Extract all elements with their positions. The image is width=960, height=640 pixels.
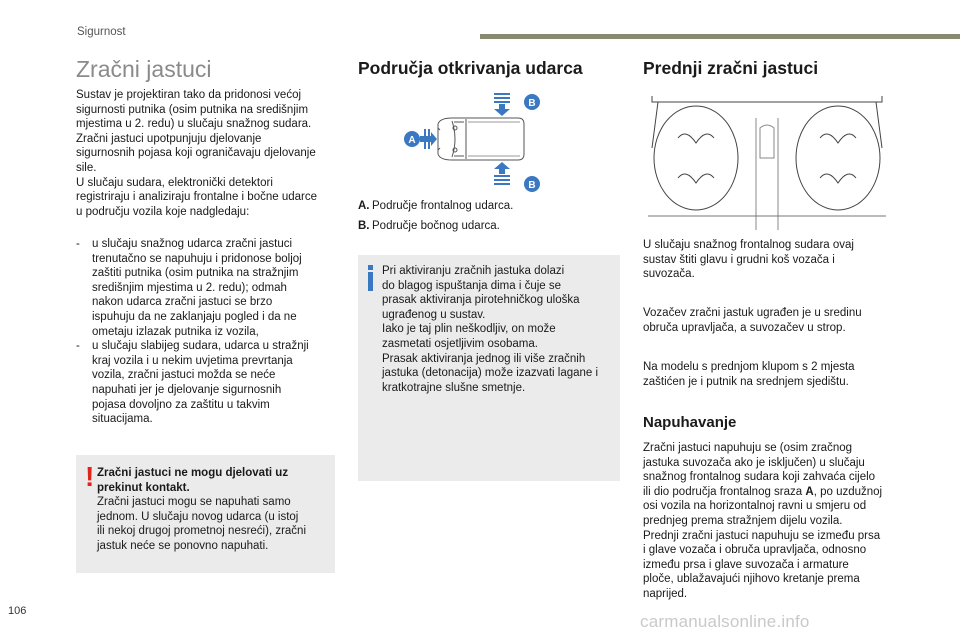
front-airbags-p1: U slučaju snažnog frontalnog sudara ovaj sustav štiti glavu i grudni koš vozača i suvozača.	[643, 239, 854, 281]
impact-zones-figure	[400, 88, 550, 193]
passenger-airbag	[796, 106, 880, 210]
inflation-text-part: Zračni jastuci napuhuju se (osim zračnog jastuka suvozača ako je isključen) u slučaju snažnog frontalnog sudara koji zahvaća cijelo ili dio područja frontalnog sraza	[643, 442, 876, 498]
side-impact-arrows-bottom	[494, 162, 510, 185]
info-text: Pri aktiviranju zračnih jastuka dolazi do blagog ispuštanja dima i čuje se prasak aktiviranja pirotehničkog uloška ugrađenog u sustav. Iako je taj plin neškodljiv, on može zasmetati osjetljivim osobama. Prasak aktiviranja jednog ili više zračnih jastuka (detonacija) može izazvati lagane i kratkotrajne slušne smetnje.	[382, 265, 599, 394]
legend-item-b	[358, 219, 500, 234]
watermark: carmanualsonline.info	[640, 612, 810, 631]
inflation-text	[643, 441, 923, 602]
front-impact-arrows	[420, 129, 437, 149]
list-item: - u slučaju snažnog udarca zračni jastuci trenutačno se napuhuju i pridonose boljoj zaštiti putnika (osim putnika na stražnjim središnjim mjestima u 2. redu); odmah nakon udarca zračni jastuci se brzo ispuhuju da ne zaklanjaju pogled i da ne ometaju izlazak putnika iz vozila,	[76, 237, 346, 339]
driver-airbag	[654, 106, 738, 210]
intro-text: Sustav je projektiran tako da pridonosi većoj sigurnosti putnika (osim putnika na središnjim mjestima u 2. redu) u slučaju snažnog sudara. Zračni jastuci upotpunjuju djelovanje sigurnosnih pojasa koji ograničavaju djelovanje sile. U slučaju sudara, elektronički detektori registriraju i analiziraju frontalne i bočne udarce u području vozila koje nadgledaju:	[76, 89, 317, 218]
exclamation-icon: !	[85, 461, 95, 492]
inflation-text-bold: A	[805, 485, 814, 498]
info-box	[358, 255, 620, 481]
list-item: - u slučaju slabijeg sudara, udarca u stražnji kraj vozila i u nekim uvjetima prevrtanja vozila, zračni jastuci možda se neće napuhati jer je djelovanje sigurnosnih pojasa dovoljno za zaštitu u takvim situacijama.	[76, 339, 346, 427]
warning-text: Zračni jastuci mogu se napuhati samo jednom. U slučaju novog udarca (u istoj ili nekoj drugoj prometnoj nesreći), zračni jastuk neće se ponovno napuhati.	[97, 496, 307, 552]
legend-key: B.	[358, 220, 370, 232]
warning-box	[76, 455, 335, 573]
subheading-inflation: Napuhavanje	[643, 414, 737, 431]
page-title: Zračni jastuci	[76, 56, 212, 82]
page-number: 106	[8, 605, 27, 617]
bullet-list	[76, 237, 346, 427]
vehicle-outline	[438, 118, 524, 160]
legend-text: Područje bočnog udarca.	[372, 220, 500, 232]
legend-text: Područje frontalnog udarca.	[372, 200, 514, 212]
header-bar	[480, 34, 960, 39]
info-icon-bar	[368, 272, 373, 291]
label-a: A	[408, 135, 416, 146]
label-b-bottom: B	[528, 180, 536, 191]
legend-item-a	[358, 199, 513, 214]
section-title: Sigurnost	[77, 26, 126, 38]
front-airbags-p3: Na modelu s prednjom klupom s 2 mjesta zaštićen je i putnik na srednjem sjedištu.	[643, 361, 855, 388]
front-airbags-p2: Vozačev zračni jastuk ugrađen je u sredinu obruča upravljača, a suvozačev u strop.	[643, 307, 862, 334]
inflation-text-part: , po uzdužnoj osi vozila na horizontalnoj ravni u smjeru od prednjeg prema stražnjem dijelu vozila. Prednji zračni jastuci napuhuju se između prsa i glave vozača i obruča upravljača, odnosno između prsa i glave suvozača i armature ploče, ublažavajući njihovo kretanje prema naprijed.	[643, 485, 883, 600]
section-heading-front-airbags: Prednji zračni jastuci	[643, 58, 819, 78]
section-heading-detection: Područja otkrivanja udarca	[358, 58, 583, 78]
label-b-top: B	[528, 98, 536, 109]
front-airbags-figure	[648, 88, 886, 230]
legend-key: A.	[358, 200, 370, 212]
roof-line	[652, 96, 882, 102]
warning-title: Zračni jastuci ne mogu djelovati uz prekinut kontakt.	[97, 467, 289, 494]
info-icon	[368, 265, 373, 270]
side-impact-arrows-top	[494, 93, 510, 116]
